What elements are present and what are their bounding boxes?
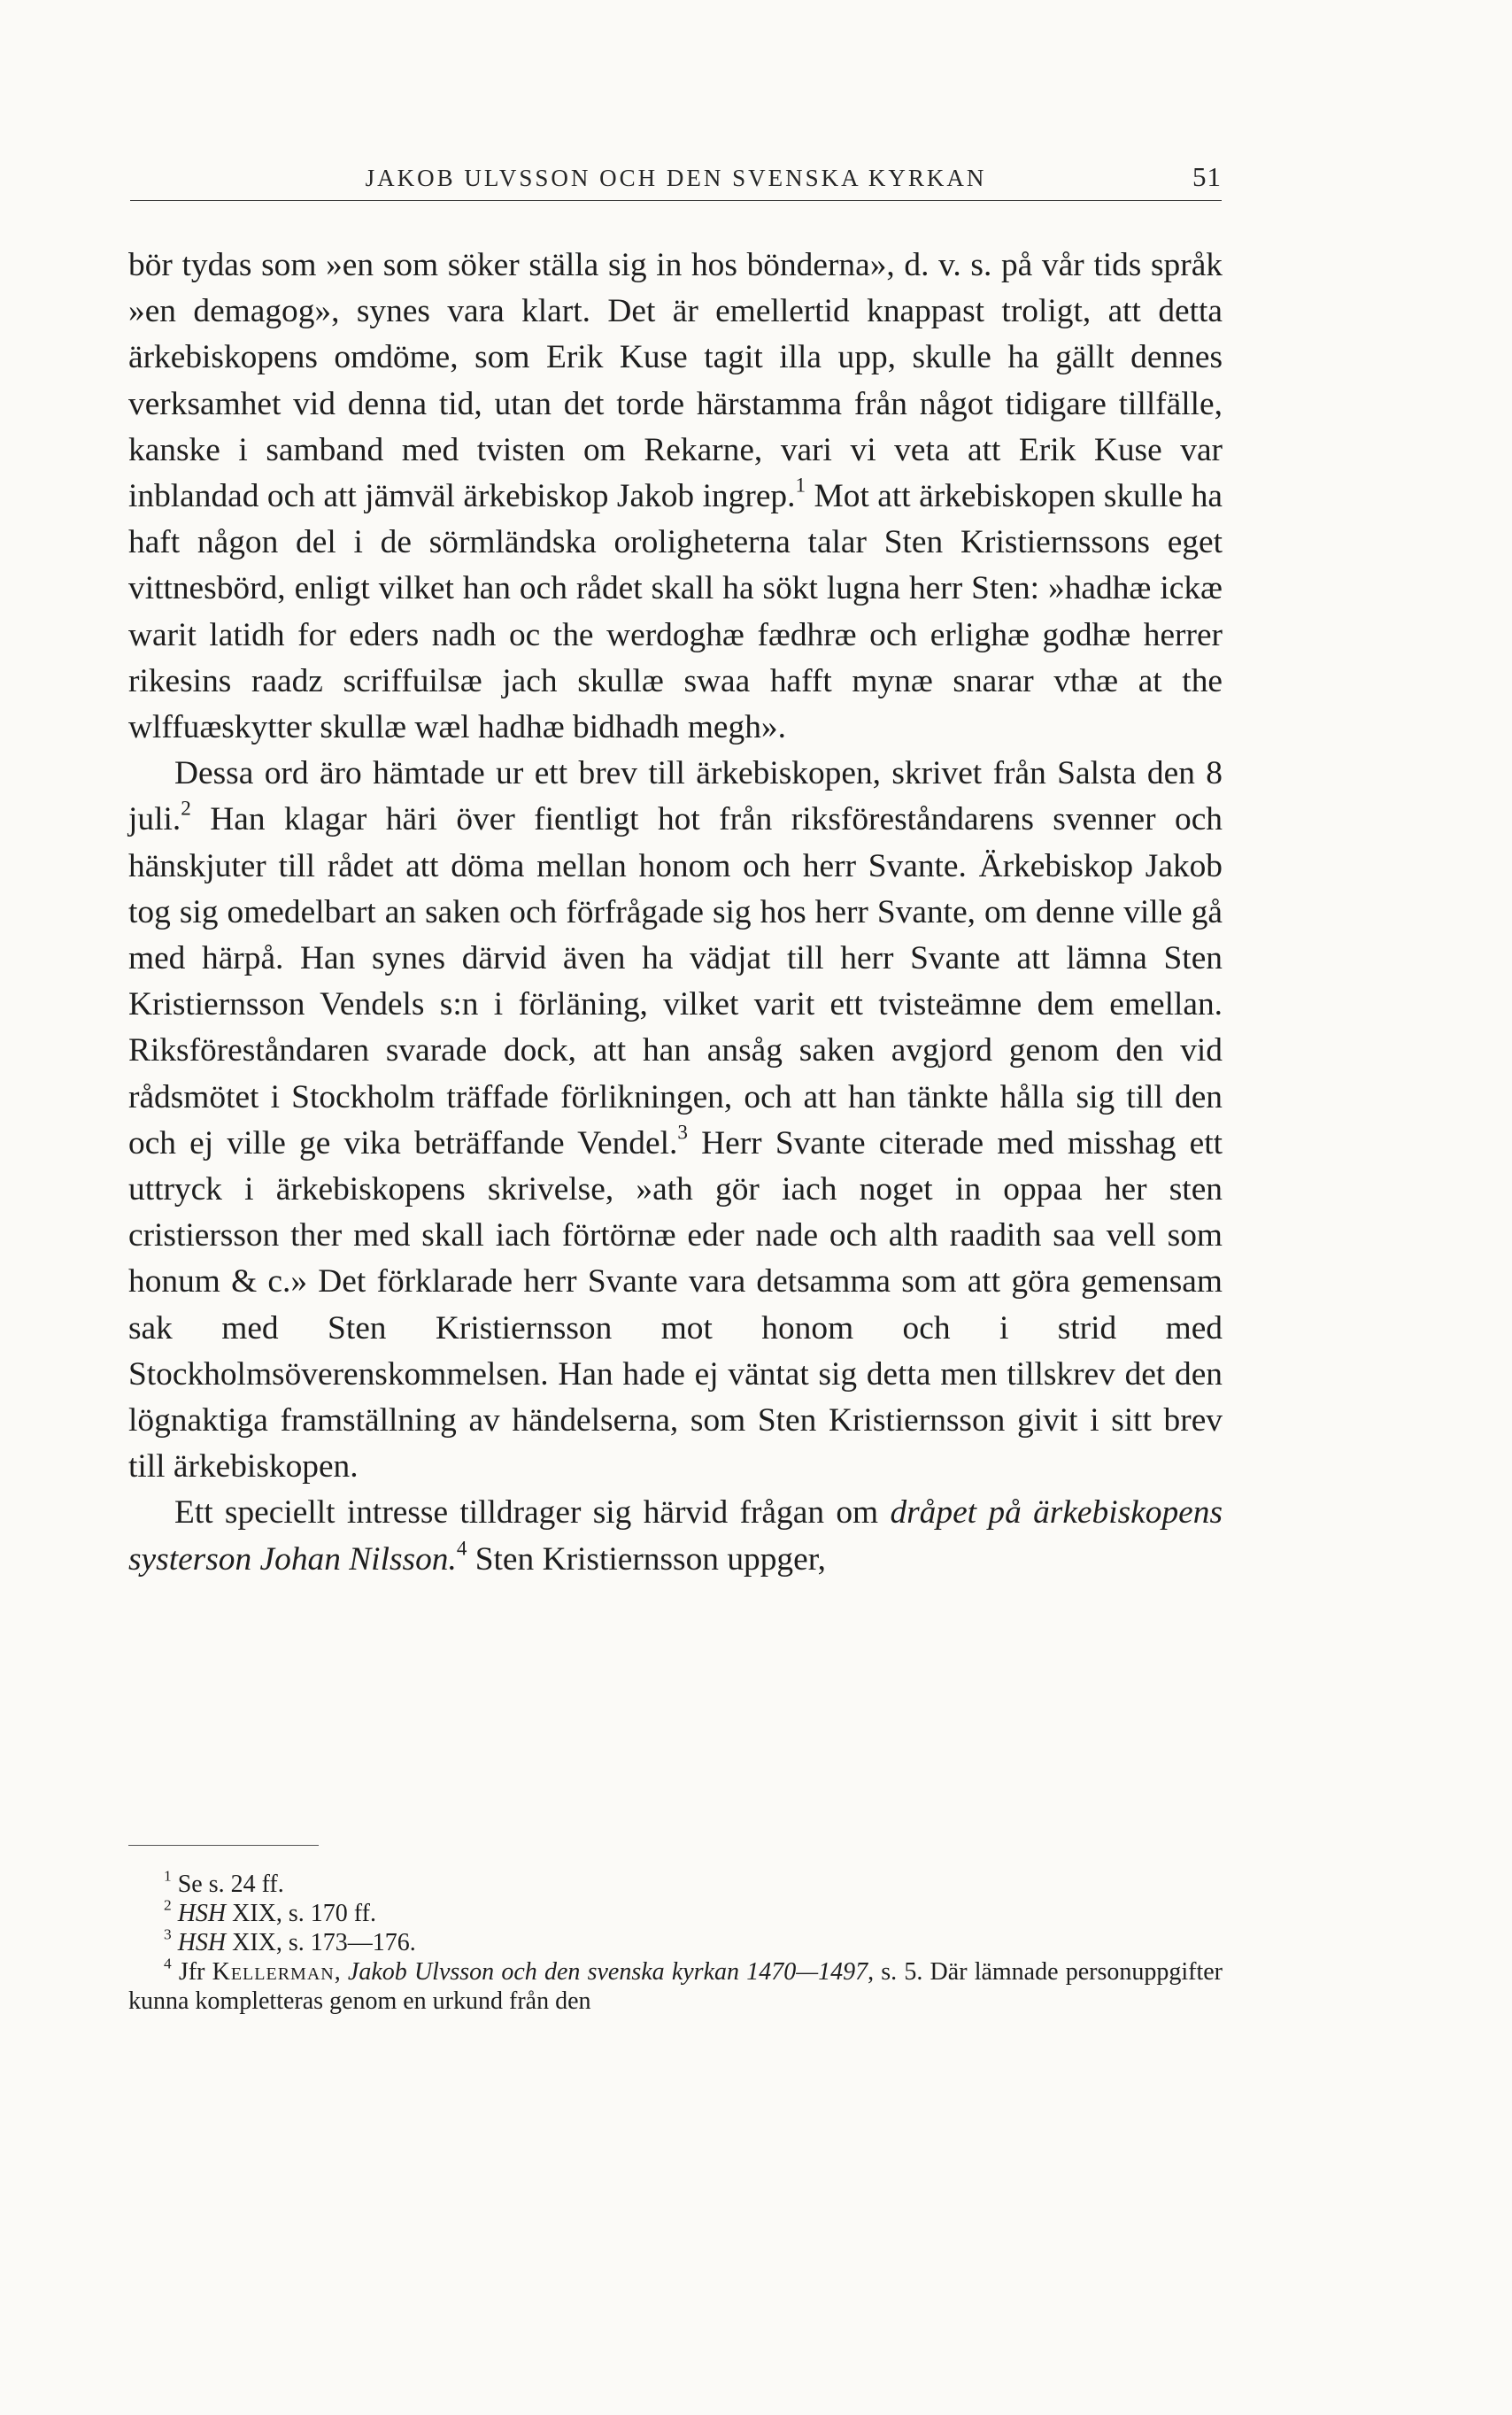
italic-text: HSH [177, 1900, 227, 1927]
italic-text: HSH [177, 1929, 227, 1956]
text-run: Dessa ord äro hämtade ur ett brev till ärkebiskopen, skrivet från Salsta den 8 juli. [128, 755, 1223, 838]
italic-text: dråpet på ärkebiskopens systerson Johan Nilsson. [128, 1494, 1223, 1578]
footnote-number: 2 [164, 1896, 172, 1914]
text-run: Ett speciellt intresse tilldrager sig härvid frågan om [174, 1494, 891, 1532]
footnote-ref: 4 [456, 1537, 467, 1560]
footnote [128, 1867, 1223, 1899]
footnote-number: 4 [164, 1955, 172, 1972]
text-run: Jfr [171, 1958, 212, 1986]
author-name: Kellerman [212, 1958, 335, 1986]
footnote-ref: 2 [181, 797, 191, 821]
text-run: Se s. 24 ff. [171, 1871, 284, 1898]
footnote [128, 1896, 1223, 1928]
body-text [128, 243, 1223, 1583]
page-number: 51 [1192, 161, 1222, 192]
footnote [128, 1925, 1223, 1957]
text-run: bör tydas som »en som söker ställa sig in hos bönderna», d. v. s. på vår tids språk »en demagog», synes vara klart. Det är emellertid knappast troligt, att detta ärkebiskopens omdöme, som Erik Kuse tagit illa upp, skulle ha gällt dennes verksamhet vid denna tid, utan det torde härstamma från något tidigare tillfälle, kanske i samband med tvisten om Rekarne, vari vi veta att Erik Kuse var inblandad och att jämväl ärkebiskop Jakob ingrep. [128, 247, 1223, 515]
running-header [130, 159, 1222, 202]
footnote-separator [128, 1845, 319, 1846]
footnote-number: 3 [164, 1925, 172, 1943]
text-run [172, 1929, 178, 1956]
text-run: , [334, 1958, 348, 1986]
footnote-ref: 1 [795, 474, 806, 498]
text-run: XIX, s. 170 ff. [226, 1900, 376, 1927]
text-run: Herr Svante citerade med misshag ett uttryck i ärkebiskopens skrivelse, »ath gör iach noget in oppaa her sten cristiersson ther med skall iach förtörnæ eder nade och alth raadith saa vell som honum & c.» Det förklarade herr Svante vara detsamma som att göra gemensam sak med Sten Kristiernsson mot honom och i strid med Stockholmsöverenskommelsen. Han hade ej väntat sig detta men tillskrev det den lögnaktiga framställning av händelserna, som Sten Kristiernsson givit i sitt brev till ärkebiskopen. [128, 1124, 1223, 1485]
text-run: XIX, s. 173—176. [226, 1929, 416, 1956]
header-rule [130, 200, 1222, 201]
italic-text: Jakob Ulvsson och den svenska kyrkan 1470—1497 [347, 1958, 868, 1986]
running-title: JAKOB ULVSSON OCH DEN SVENSKA KYRKAN [365, 165, 987, 191]
paragraph [128, 243, 1223, 751]
text-run: , s. 5. Där lämnade personuppgifter kunna kompletteras genom en urkund från den [128, 1958, 1223, 2015]
text-run: Mot att ärkebiskopen skulle ha haft någon del i de sörmländska oroligheterna talar Sten Kristiernssons eget vittnesbörd, enligt vilket han och rådet skall ha sökt lugna herr Sten: »hadhæ ickæ warit latidh for eders nadh oc the werdoghæ fædhræ och erlighæ godhæ herrer rikesins raadz scriffuilsæ jach skullæ swaa hafft mynæ snarar vthæ at the wlffuæskytter skullæ wæl hadhæ bidhadh megh». [128, 478, 1223, 746]
text-run [172, 1900, 178, 1927]
footnote [128, 1957, 1223, 2016]
footnotes [128, 1867, 1223, 2016]
footnote-number: 1 [164, 1867, 172, 1885]
paragraph [128, 1490, 1223, 1582]
footnote-ref: 3 [677, 1121, 688, 1145]
text-run: Sten Kristiernsson uppger, [467, 1540, 827, 1578]
text-run: Han klagar häri över fientligt hot från riksföreståndarens svenner och hänskjuter till rådet att döma mellan honom och herr Svante. Ärkebiskop Jakob tog sig omedelbart an saken och förfrågade sig hos herr Svante, om denne ville gå med härpå. Han synes därvid även ha vädjat till herr Svante att lämna Sten Kristiernsson Vendels s:n i förläning, vilket varit ett tvisteämne dem emellan. Riksföreståndaren svarade dock, att han ansåg saken avgjord genom den vid rådsmötet i Stockholm träffade förlikningen, och att han tänkte hålla sig till den och ej ville ge vika beträffande Vendel. [128, 801, 1223, 1161]
paragraph [128, 751, 1223, 1490]
